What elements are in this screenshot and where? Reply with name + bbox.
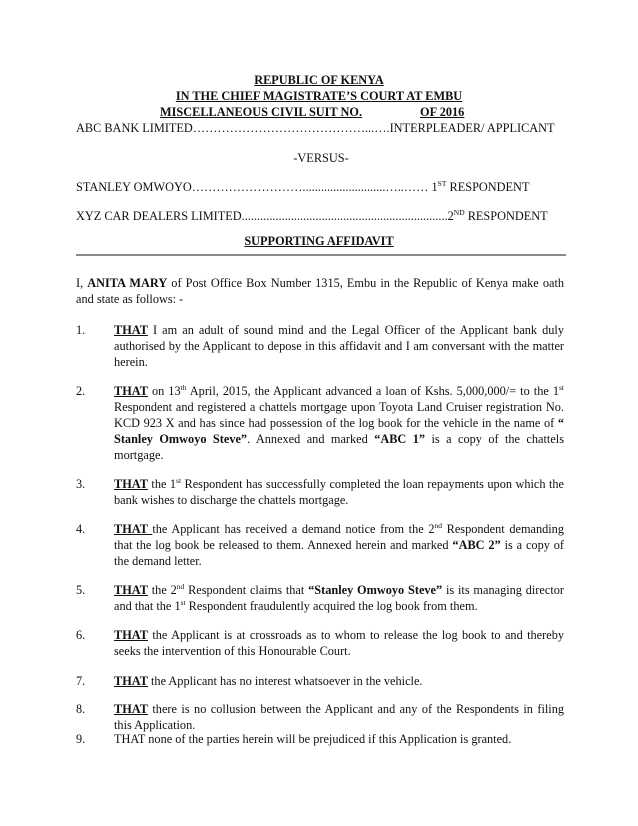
header-suit-label: MISCELLANEOUS CIVIL SUIT NO. [160,105,363,119]
intro-text: of Post Office Box Number 1315, Embu in the Republic of Kenya make oath and state as follows: - [76,276,565,306]
paragraph-number: 3. [76,477,86,491]
that-keyword: THAT [114,583,148,597]
that-keyword: THAT [114,702,148,716]
paragraph-text: April, 2015, the Applicant advanced a loan of Kshs. 5,000,000/= to the 1 [186,384,559,398]
paragraph-text: the Applicant has no interest whatsoever in the vehicle. [147,674,423,688]
applicant-name: ABC BANK LIMITED [76,121,193,135]
paragraph-text: Respondent and registered a chattels mortgage upon Toyota Land Cruiser registration No. KCD 923 X and has since had possession of the log book for the vehicle in the name of [114,400,564,430]
paragraph-number: 1. [76,323,86,337]
paragraph-text: THAT none of the parties herein will be prejudiced if this Application is granted. [114,732,512,746]
applicant-dots: ……………………………………...…. [192,121,390,135]
paragraph-text: is a copy of the chattels mortgage. [114,432,564,462]
ordinal-sup: st [176,475,182,485]
second-respondent-ordinal-sup: ND [453,207,465,217]
quoted-name: “ Stanley Omwoyo Steve” [114,416,564,446]
paragraph-text: is its managing director and that the 1 [114,583,564,613]
that-keyword: THAT [114,384,148,398]
deponent-name: ANITA MARY [87,276,168,290]
paragraph-text: I am an adult of sound mind and the Legal Officer of the Applicant bank duly authorised by the Applicant to depose in this affidavit and I am conversant with the matter herein. [114,323,564,369]
paragraph-number: 5. [76,583,86,597]
paragraph-5 [114,582,564,614]
paragraph-number: 9. [76,732,86,746]
first-respondent-dots: ………………………...........................…..…… [191,180,429,194]
paragraph-number: 8. [76,702,86,716]
paragraph-text: is a copy of the demand letter. [114,538,564,568]
paragraph-8 [114,701,564,733]
first-respondent-ordinal: 1 [431,180,438,194]
ordinal-sup: th [180,382,187,392]
versus-label: -VERSUS- [293,151,349,165]
paragraph-6 [114,627,564,659]
paragraph-text: there is no collusion between the Applicant and any of the Respondents in filing this Application. [114,702,564,732]
first-respondent-role: RESPONDENT [449,180,530,194]
second-respondent-ordinal: 2 [447,209,454,223]
title-divider [76,254,566,256]
paragraph-number: 7. [76,674,86,688]
annexure-mark: “ABC 1” [374,432,426,446]
first-respondent-name: STANLEY OMWOYO [76,180,192,194]
second-respondent-name: XYZ CAR DEALERS LIMITED [76,209,242,223]
header-court: IN THE CHIEF MAGISTRATE’S COURT AT EMBU [175,89,463,103]
that-keyword: THAT [114,477,148,491]
paragraph-text: on 13 [147,384,181,398]
that-keyword: THAT [114,628,148,642]
paragraph-text: the 2 [147,583,177,597]
paragraph-text: the 1 [147,477,177,491]
party-first-respondent [76,179,529,195]
that-keyword: THAT [114,323,148,337]
paragraph-3 [114,476,564,508]
ordinal-sup: st [180,597,186,607]
intro-paragraph [76,275,564,307]
quoted-name: “Stanley Omwoyo Steve” [308,583,443,597]
paragraph-text: Respondent claims that [184,583,309,597]
paragraph-text: Respondent fraudulently acquired the log book from them. [185,599,478,613]
annexure-mark: “ABC 2” [452,538,501,552]
party-applicant [76,120,555,136]
paragraph-4 [114,521,564,569]
paragraph-text: . Annexed and marked [247,432,375,446]
paragraph-7 [114,673,564,689]
paragraph-2 [114,383,564,463]
header-suit-no [160,104,480,120]
paragraph-text: the Applicant is at crossroads as to whom to release the log book to and thereby seeks the intervention of this Honourable Court. [114,628,564,658]
paragraph-text: the Applicant has received a demand notice from the 2 [152,522,435,536]
header-republic: REPUBLIC OF KENYA [254,73,384,87]
paragraph-9 [114,731,564,747]
paragraph-text: Respondent has successfully completed the loan repayments upon which the bank wishes to discharge the chattels mortgage. [114,477,565,507]
paragraph-number: 2. [76,384,86,398]
second-respondent-dots: ................................................................... [241,209,448,223]
paragraph-number: 4. [76,522,86,536]
paragraph-1 [114,322,564,370]
paragraph-number: 6. [76,628,86,642]
ordinal-sup: nd [434,520,442,530]
ordinal-sup: nd [176,581,185,591]
intro-prefix: I, [76,276,88,290]
header-suit-year: OF 2016 [420,105,465,119]
applicant-role: INTERPLEADER/ APPLICANT [389,121,555,135]
party-second-respondent [76,208,548,224]
paragraph-text: Respondent demanding that the log book be released to them. Annexed herein and marked [114,522,564,552]
document-title: SUPPORTING AFFIDAVIT [244,234,394,248]
second-respondent-role: RESPONDENT [467,209,548,223]
that-keyword: THAT [114,522,153,536]
ordinal-sup: st [558,382,564,392]
that-keyword: THAT [114,674,148,688]
first-respondent-ordinal-sup: ST [437,178,447,188]
